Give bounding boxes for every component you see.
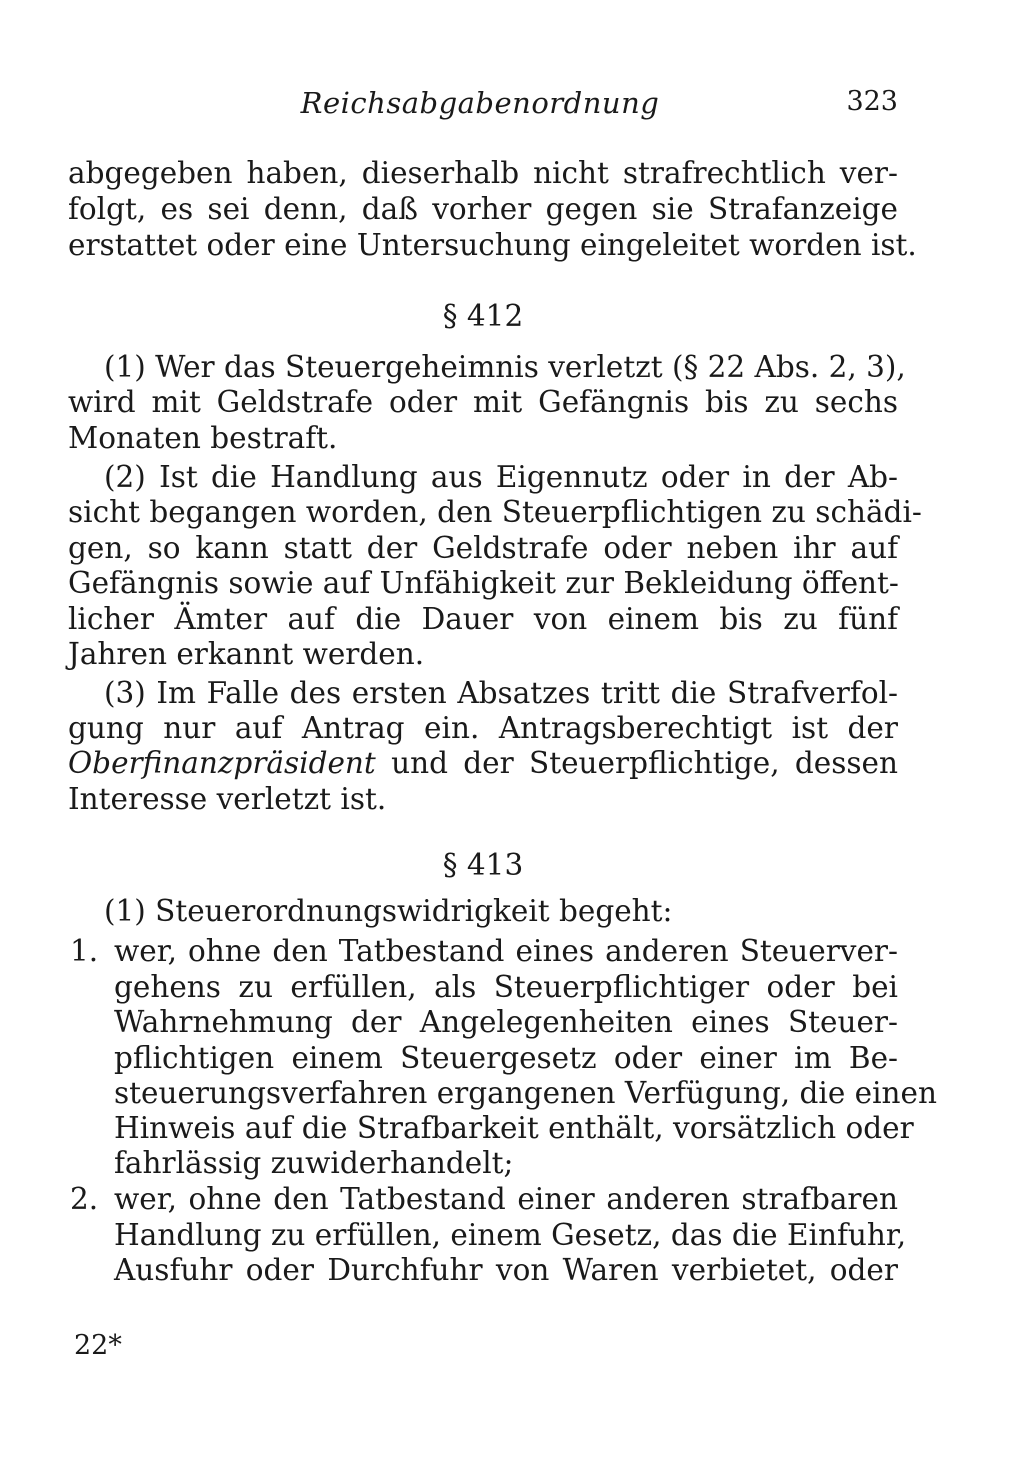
text-line: fahrlässig zuwiderhandelt; — [114, 1146, 514, 1180]
text-line: Ausfuhr oder Durchfuhr von Waren verbietet, oder — [114, 1253, 898, 1287]
list-number: 1. — [70, 934, 99, 968]
text-line: Wahrnehmung der Angelegenheiten eines Steuer- — [114, 1005, 898, 1039]
text-line: licher Ämter auf die Dauer von einem bis zu fünf — [68, 602, 898, 636]
text-fragment: und der Steuerpflichtige, dessen — [375, 746, 898, 780]
text-line: steuerungsverfahren ergangenen Verfügung, die einen — [114, 1076, 938, 1110]
text-line: Handlung zu erfüllen, einem Gesetz, das die Einfuhr, — [114, 1218, 907, 1252]
italic-term: Oberfinanzpräsident — [68, 746, 376, 780]
text-line: Hinweis auf die Strafbarkeit enthält, vorsätzlich oder — [114, 1111, 914, 1145]
text-line: (1) Steuerordnungswidrigkeit begeht: — [104, 894, 673, 928]
text-line: wer, ohne den Tatbestand einer anderen strafbaren — [114, 1182, 898, 1216]
text-line-mixed — [68, 746, 898, 780]
text-line: abgegeben haben, dieserhalb nicht strafrechtlich ver- — [68, 156, 898, 190]
list-number: 2. — [70, 1182, 99, 1216]
text-line: gen, so kann statt der Geldstrafe oder neben ihr auf — [68, 531, 898, 565]
text-line: (2) Ist die Handlung aus Eigennutz oder in der Ab- — [104, 460, 898, 494]
text-line: erstattet oder eine Untersuchung eingeleitet worden ist. — [68, 228, 917, 262]
text-line: folgt, es sei denn, daß vorher gegen sie Strafanzeige — [68, 192, 898, 226]
section-heading-413: § 413 — [442, 848, 524, 882]
section-heading-412: § 412 — [442, 299, 524, 333]
text-line: gehens zu erfüllen, als Steuerpflichtiger oder bei — [114, 970, 898, 1004]
signature-mark: 22* — [74, 1330, 122, 1361]
text-line: Gefängnis sowie auf Unfähigkeit zur Bekleidung öffent- — [68, 566, 899, 600]
text-line: (1) Wer das Steuergeheimnis verletzt (§ 22 Abs. 2, 3), — [104, 350, 906, 384]
running-title: Reichsabgabenordnung — [300, 86, 660, 120]
text-line: Jahren erkannt werden. — [68, 637, 425, 671]
text-line: (3) Im Falle des ersten Absatzes tritt die Strafverfol- — [104, 676, 898, 710]
text-line: wird mit Geldstrafe oder mit Gefängnis bis zu sechs — [68, 385, 898, 419]
text-line: Interesse verletzt ist. — [68, 782, 387, 816]
text-line: gung nur auf Antrag ein. Antragsberechtigt ist der — [68, 711, 898, 745]
text-line: wer, ohne den Tatbestand eines anderen Steuerver- — [114, 934, 898, 968]
text-line: pflichtigen einem Steuergesetz oder einer im Be- — [114, 1041, 898, 1075]
page-number: 323 — [846, 86, 898, 117]
text-line: Monaten bestraft. — [68, 421, 338, 455]
text-line: sicht begangen worden, den Steuerpflichtigen zu schädi- — [68, 495, 922, 529]
